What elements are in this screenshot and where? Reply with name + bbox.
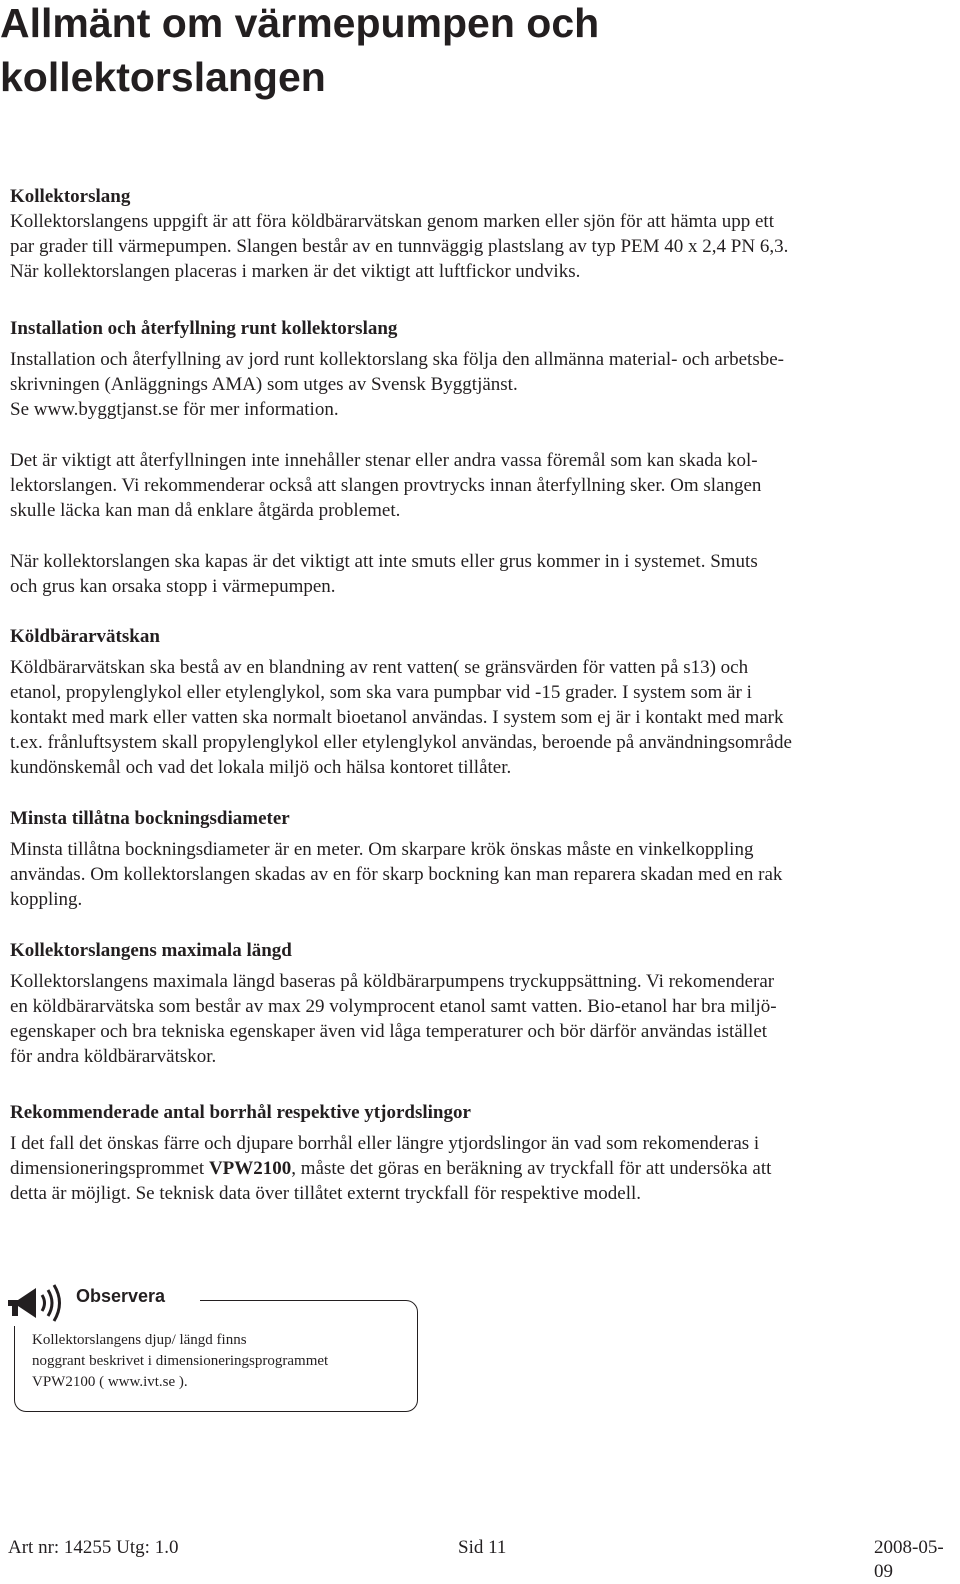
text-line: I det fall det önskas färre och djupare borrhål eller längre ytjordslingor än vad som rekomenderas i xyxy=(10,1133,760,1154)
footer-date: 2008-05-09 xyxy=(874,1537,944,1582)
section-koldbararvatskan xyxy=(10,624,950,780)
text-line: en köldbärarvätska som består av max 29 volymprocent etanol samt vatten. Bio-etanol har bra miljö- xyxy=(10,996,777,1017)
page-title-line-1: Allmänt om värmepumpen och xyxy=(0,0,600,46)
text-line: detta är möjligt. Se teknisk data över tillåtet externt tryckfall för respektive modell. xyxy=(10,1183,642,1204)
text-line: När kollektorslangen ska kapas är det viktigt att inte smuts eller grus kommer in i systemet. Smuts xyxy=(10,551,758,572)
callout-line: Kollektorslangens djup/ längd finns xyxy=(32,1332,247,1348)
page-title-line-2: kollektorslangen xyxy=(0,54,326,100)
text-line: lektorslangen. Vi rekommenderar också att slangen provtrycks innan återfyllning sker. Om slangen xyxy=(10,475,762,496)
footer-page-number: Sid 11 xyxy=(458,1537,507,1558)
section-heading: Rekommenderade antal borrhål respektive ytjordslingor xyxy=(10,1102,471,1123)
section-minsta-bockningsdiameter xyxy=(10,806,950,912)
text-line: Det är viktigt att återfyllningen inte innehåller stenar eller andra vassa föremål som kan skada kol- xyxy=(10,450,758,471)
paragraph xyxy=(10,837,950,912)
megaphone-icon xyxy=(2,1278,66,1326)
callout-line: noggrant beskrivet i dimensioneringsprogrammet xyxy=(32,1353,329,1369)
paragraph xyxy=(10,1131,950,1206)
text-line: Kollektorslangens uppgift är att föra köldbärarvätskan genom marken eller sjön för att hämta upp ett xyxy=(10,211,774,232)
text-line: skulle läcka kan man då enklare åtgärda problemet. xyxy=(10,500,401,521)
callout-title: Observera xyxy=(76,1286,166,1306)
text-line: Köldbärarvätskan ska bestå av en blandning av rent vatten( se gränsvärden för vatten på s13) och xyxy=(10,657,749,678)
text-line: koppling. xyxy=(10,889,83,910)
section-installation xyxy=(10,316,950,599)
paragraph xyxy=(10,448,950,523)
section-heading: Köldbärarvätskan xyxy=(10,626,160,647)
page-title xyxy=(0,0,599,104)
section-heading: Minsta tillåtna bockningsdiameter xyxy=(10,808,290,829)
section-heading: Installation och återfyllning runt kollektorslang xyxy=(10,318,398,339)
section-maximala-langd xyxy=(10,938,950,1069)
callout-line: VPW2100 ( www.ivt.se ). xyxy=(32,1374,188,1390)
text-line: etanol, propylenglykol eller etylenglykol, som ska vara pumpbar vid -15 grader. I system som är i xyxy=(10,682,752,703)
section-rekommenderade-borrhal xyxy=(10,1100,950,1206)
paragraph xyxy=(10,969,950,1069)
product-name: VPW2100 xyxy=(208,1158,292,1179)
text-line: och grus kan orsaka stopp i värmepumpen. xyxy=(10,576,336,597)
text-fragment: , måste det göras en beräkning av tryckfall för att undersöka att xyxy=(291,1158,772,1179)
paragraph xyxy=(10,655,950,780)
paragraph xyxy=(10,209,950,284)
text-line: t.ex. frånluftsystem skall propylenglykol eller etylenglykol användas, beroende på användningsområde xyxy=(10,732,792,753)
text-line: kundönskemål och vad det lokala miljö och hälsa kontoret tillåter. xyxy=(10,757,512,778)
text-line: egenskaper och bra tekniska egenskaper även vid låga temperaturer och bör därför användas istället xyxy=(10,1021,768,1042)
text-line: par grader till värmepumpen. Slangen består av en tunnväggig plastslang av typ PEM 40 x 2,4 PN 6,3. xyxy=(10,236,789,257)
text-line: När kollektorslangen placeras i marken är det viktigt att luftfickor undviks. xyxy=(10,261,581,282)
section-heading: Kollektorslangens maximala längd xyxy=(10,940,292,961)
text-fragment: dimensioneringsprommet xyxy=(10,1158,209,1179)
section-heading: Kollektorslang xyxy=(10,186,131,207)
text-line: för andra köldbärarvätskor. xyxy=(10,1046,217,1067)
text-line: användas. Om kollektorslangen skadas av en för skarp bockning kan man reparera skadan med en rak xyxy=(10,864,783,885)
text-line: Minsta tillåtna bockningsdiameter är en meter. Om skarpare krök önskas måste en vinkelkoppling xyxy=(10,839,754,860)
text-line: Installation och återfyllning av jord runt kollektorslang ska följa den allmänna material- och arbetsbe- xyxy=(10,349,784,370)
text-line: kontakt med mark eller vatten ska normalt bioetanol användas. I system som ej är i kontakt med mark xyxy=(10,707,784,728)
paragraph xyxy=(10,347,950,422)
text-line: skrivningen (Anläggnings AMA) som utges av Svensk Byggtjänst. xyxy=(10,374,518,395)
text-line: Kollektorslangens maximala längd baseras på köldbärarpumpens tryckuppsättning. Vi rekomenderar xyxy=(10,971,775,992)
footer-article-number: Art nr: 14255 Utg: 1.0 xyxy=(8,1537,179,1558)
callout-body xyxy=(32,1330,412,1393)
text-line: Se www.byggtjanst.se för mer information. xyxy=(10,399,339,420)
paragraph xyxy=(10,549,950,599)
observera-callout xyxy=(0,1270,420,1420)
section-kollektorslang xyxy=(10,184,950,284)
text-line xyxy=(10,1158,771,1179)
